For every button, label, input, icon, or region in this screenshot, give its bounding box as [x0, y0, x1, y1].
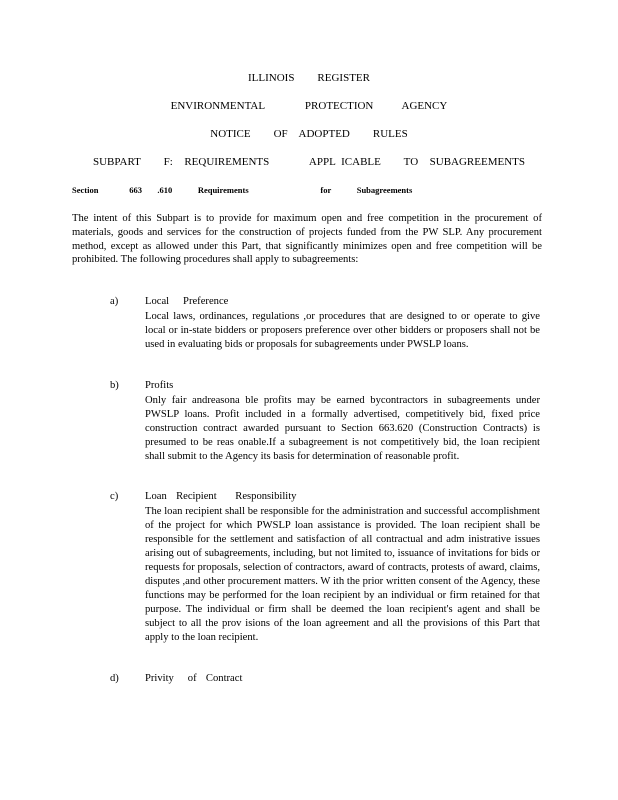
item-letter: b) — [110, 380, 119, 391]
agency-title: ENVIRONMENTAL PROTECTION AGENCY — [170, 100, 448, 112]
subpart-title: SUBPART F: REQUIREMENTS APPL ICABLE TO SUBAGREEMENTS — [93, 156, 525, 168]
notice-title: NOTICE OF ADOPTED RULES — [210, 128, 408, 140]
item-body: Local laws, ordinances, regulations ,or procedures that are designed to or operate to give local or in-state bidders or proposers preference over other bidders or proposers shall not be used in evaluating bids or proposals for subagreements under PWSLP loans. — [145, 311, 540, 350]
section-heading: Section 663 .610 Requirements for Subagreements — [72, 185, 413, 195]
item-body: The loan recipient shall be responsible for the administration and successful accomplishment of the project for which PWSLP loan assistance is provided. The loan recipient shall be responsible for the settlement and satisfaction of all contractual and adm inistrative issues arising out of subagreements, including, but not limited to, issuance of invitations for bids or requests for proposals, selection of contractors, award of contracts, protests of award, claims, disputes ,and other procurement matters. W ith the prior written consent of the Agency, these functions may be performed for the loan recipient by an individual or firm retained for that purpose. The individual or firm shall be deemed the loan recipient's agent and shall be subject to all the prov isions of the loan agreement and all the provisions of this Part that apply to the loan recipient. — [145, 506, 540, 643]
item-letter: a) — [110, 296, 119, 307]
item-body: Only fair andreasona ble profits may be earned bycontractors in subagreements under PWSLP loans. Profit included in a formally advertised, competitively bid, fixed price construction contract awarded pursuant to Section 663.620 (Construction Contracts) is presumed to be reas onable.If a subagreement is not competitively bid, the loan recipient shall submit to the Agency its basis for determination of reasonable profit. — [145, 395, 540, 462]
item-title: Local Preference — [145, 296, 229, 307]
intro-paragraph: The intent of this Subpart is to provide for maximum open and free competition in the procurement of materials, goods and services for the construction of projects funded from the PW SLP. Any procurement method, except as allowed under this Part, that significantly minimizes open and free competition will be prohibited. The following procedures shall apply to subagreements: — [72, 213, 542, 266]
item-title: Loan Recipient Responsibility — [145, 491, 297, 502]
item-title: Profits — [145, 380, 174, 391]
item-letter: c) — [110, 491, 119, 502]
register-title: ILLINOIS REGISTER — [248, 72, 370, 84]
item-letter: d) — [110, 673, 119, 684]
item-title: Privity of Contract — [145, 673, 243, 684]
